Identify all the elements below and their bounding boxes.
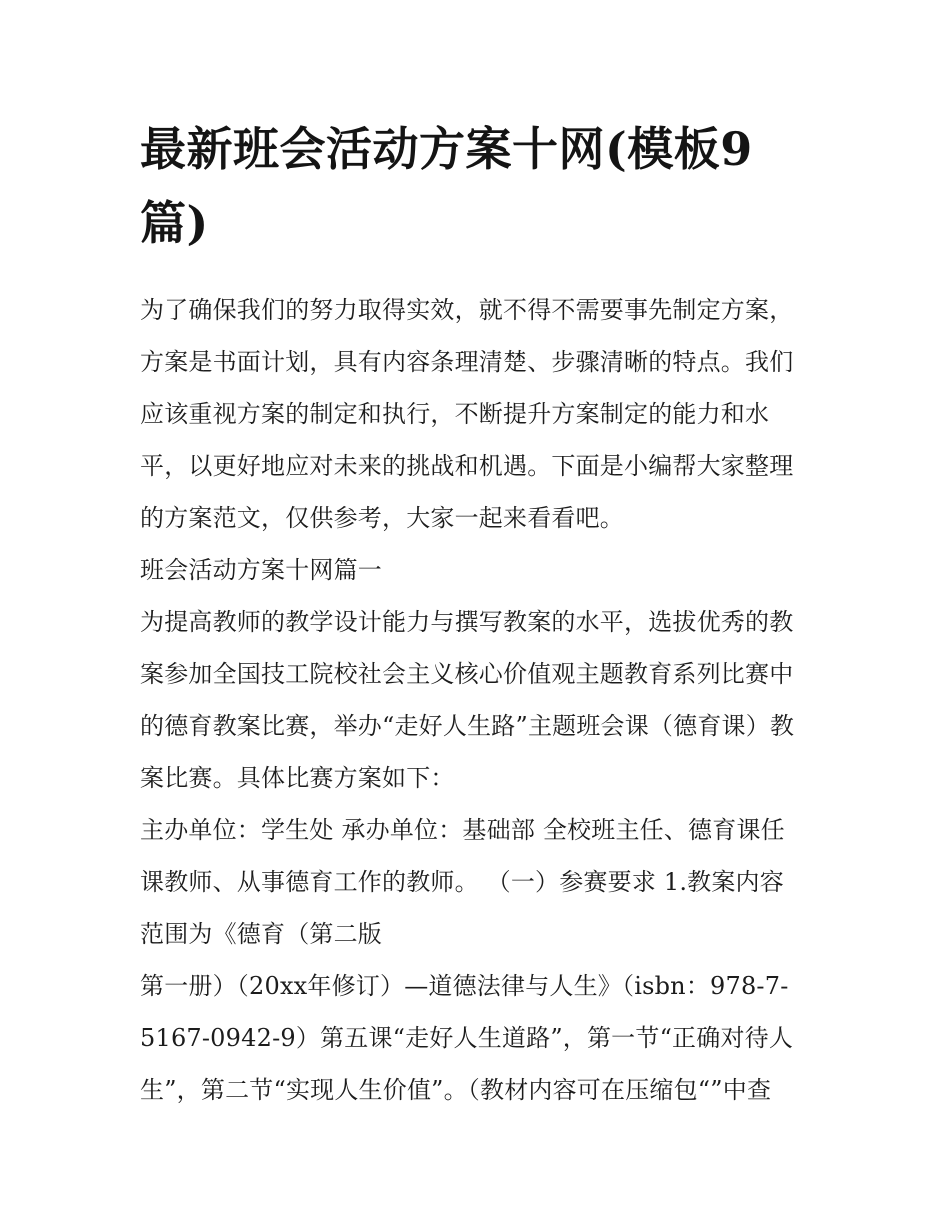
intro-line: 应该重视方案的制定和执行，不断提升方案制定的能力和水	[140, 400, 770, 428]
body-line: 主办单位：学生处 承办单位：基础部 全校班主任、德育课任	[140, 816, 785, 844]
body-line: 课教师、从事德育工作的教师。 （一）参赛要求 1.教案内容	[140, 868, 784, 896]
body-line: 案参加全国技工院校社会主义核心价值观主题教育系列比赛中	[140, 660, 794, 688]
body-line: 生”，第二节“实现人生价值”。（教材内容可在压缩包“”中查	[140, 1076, 772, 1104]
body-paragraph	[140, 596, 815, 1116]
document-content	[140, 112, 815, 1116]
intro-line: 的方案范文，仅供参考，大家一起来看看吧。	[140, 504, 624, 532]
body-line: 为提高教师的教学设计能力与撰写教案的水平，选拔优秀的教	[140, 608, 794, 636]
intro-line: 为了确保我们的努力取得实效，就不得不需要事先制定方案，	[140, 296, 794, 324]
intro-line: 平，以更好地应对未来的挑战和机遇。下面是小编帮大家整理	[140, 452, 794, 480]
body-line: 的德育教案比赛，举办“走好人生路”主题班会课（德育课）教	[140, 712, 795, 740]
body-line: 案比赛。具体比赛方案如下：	[140, 764, 455, 792]
body-line: 第一册）（20xx年修订）—道德法律与人生》（isbn：978-7-	[140, 972, 789, 1000]
intro-line: 方案是书面计划，具有内容条理清楚、步骤清晰的特点。我们	[140, 348, 794, 376]
section-heading: 班会活动方案十网篇一	[140, 556, 382, 584]
body-line: 5167-0942-9）第五课“走好人生道路”，第一节“正确对待人	[140, 1024, 794, 1052]
document-title: 最新班会活动方案十网(模板9篇)	[140, 122, 753, 250]
body-line: 范围为《德育（第二版	[140, 920, 382, 948]
intro-paragraph	[140, 284, 815, 544]
